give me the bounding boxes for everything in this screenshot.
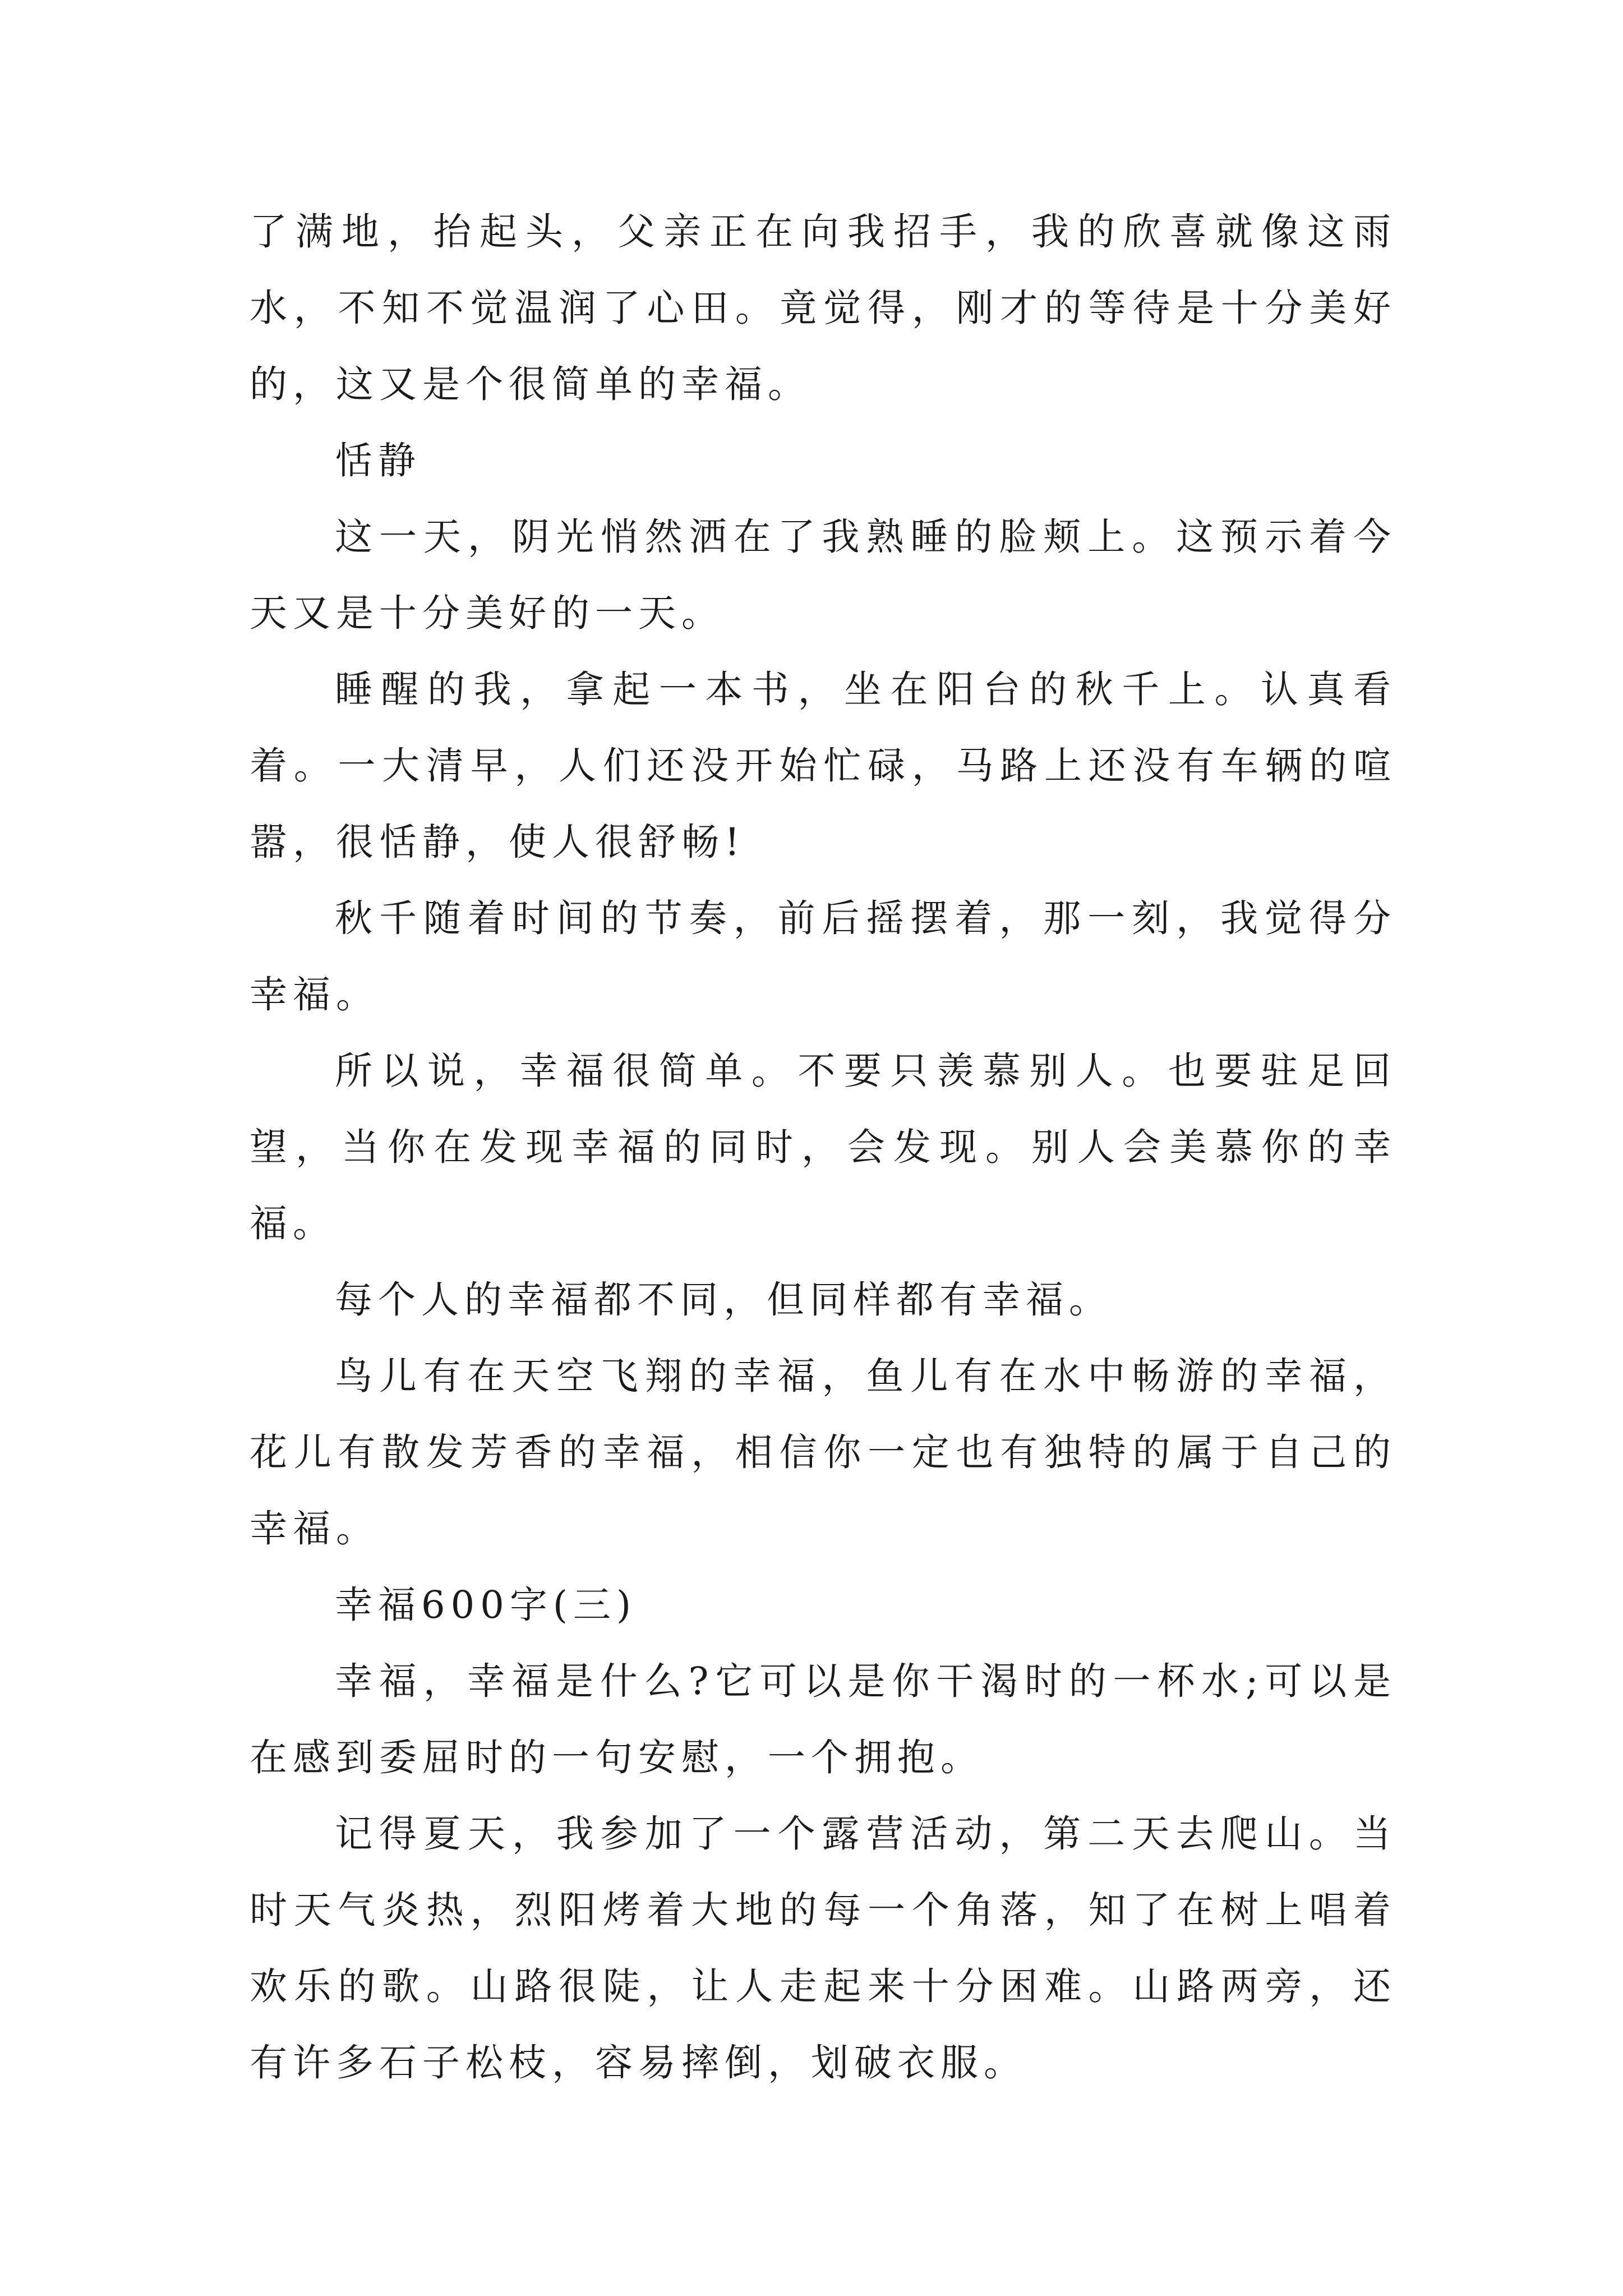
paragraph-continuation: 了满地，抬起头，父亲正在向我招手，我的欣喜就像这雨水，不知不觉温润了心田。竟觉得，刚才的等待是十分美好的，这又是个很简单的幸福。 [250, 210, 1396, 406]
paragraph: 幸福，幸福是什么?它可以是你干渴时的一杯水;可以是在感到委屈时的一句安慰，一个拥抱。 [250, 1659, 1396, 1779]
paragraph: 记得夏天，我参加了一个露营活动，第二天去爬山。当时天气炎热，烈阳烤着大地的每一个角落，知了在树上唱着欢乐的歌。山路很陡，让人走起来十分困难。山路两旁，还有许多石子松枝，容易摔倒，划破衣服。 [250, 1812, 1396, 2085]
paragraph: 鸟儿有在天空飞翔的幸福，鱼儿有在水中畅游的幸福，花儿有散发芳香的幸福，相信你一定也有独特的属于自己的幸福。 [250, 1354, 1396, 1550]
paragraph: 秋千随着时间的节奏，前后摇摆着，那一刻，我觉得分幸福。 [250, 896, 1396, 1016]
paragraph: 睡醒的我，拿起一本书，坐在阳台的秋千上。认真看着。一大清早，人们还没开始忙碌，马路上还没有车辆的喧嚣，很恬静，使人很舒畅! [250, 668, 1396, 864]
paragraph: 这一天，阴光悄然洒在了我熟睡的脸颊上。这预示着今天又是十分美好的一天。 [250, 515, 1396, 635]
section-heading-tianjing: 恬静 [335, 439, 421, 482]
document-body [250, 194, 1396, 2101]
section-heading-essay-3: 幸福600字(三) [335, 1583, 637, 1627]
paragraph: 每个人的幸福都不同，但同样都有幸福。 [335, 1278, 1112, 1322]
paragraph: 所以说，幸福很简单。不要只羡慕别人。也要驻足回望，当你在发现幸福的同时，会发现。别人会美慕你的幸福。 [250, 1049, 1396, 1245]
